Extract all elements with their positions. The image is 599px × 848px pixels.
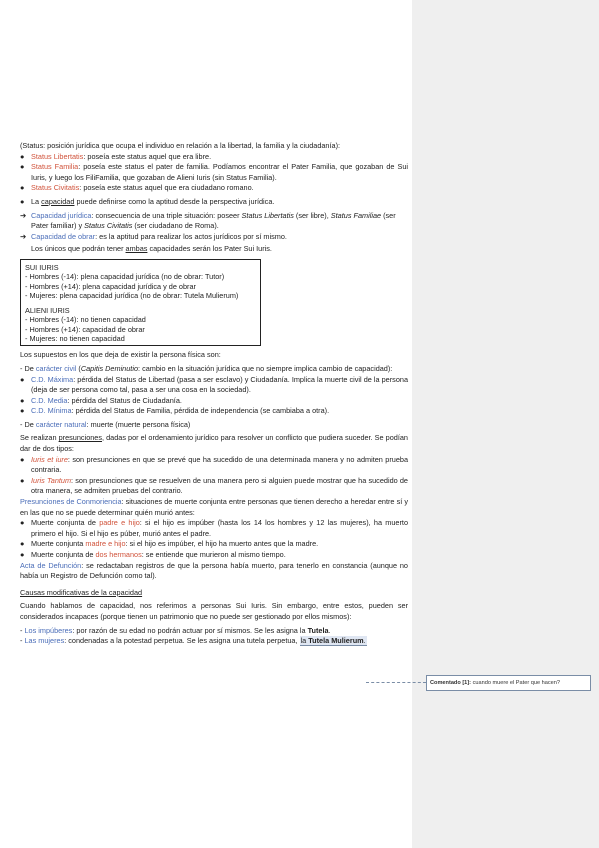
arrow-right-icon: ➔: [20, 231, 27, 241]
capacity-table-box: SUI IURIS - Hombres (-14): plena capacidad jurídica (no de obrar: Tutor) - Hombres (+14): plena capacidad jurídica y de obrar - Mujeres: plena capacidad jurídica (no de obrar: Tutela Mulierum) ALIENI IURIS - Hombres (-14): no tienen capacidad - Hombres (+14): capacidad de obrar - Mujeres: no tienen capacidad: [20, 259, 261, 346]
bullet-icon: ●: [20, 395, 25, 405]
comment-balloon[interactable]: [426, 675, 591, 691]
list-item: ● Muerte conjunta madre e hijo: si el hijo es impúber, el hijo ha muerto antes que la madre.: [20, 539, 319, 549]
natural-paragraph: - De carácter natural: muerte (muerte persona física): [20, 419, 191, 429]
list-item: ● Muerte conjunta de dos hermanos: se entiende que murieron al mismo tiempo.: [20, 550, 286, 559]
section-heading: Causas modificativas de la capacidad: [20, 587, 143, 597]
list-item: ● Muerte conjunta de padre e hijo: si el hijo es impúber (hasta los 14 los hombres y 12 las mujeres), ha muerto primero el hijo. Si el hijo es púber, murió antes el padre.: [20, 518, 408, 538]
list-item: ● Status Libertatis: poseía este status aquel que era libre.: [20, 151, 212, 161]
comment-text: cuando muere el Pater que hacen?: [471, 680, 560, 686]
bullet-icon: ●: [20, 162, 25, 172]
list-item: ● Status Civitatis: poseía este status aquel que era ciudadano romano.: [20, 183, 254, 193]
status-label: Status Libertatis: [31, 151, 84, 161]
comment-connector: [366, 682, 426, 683]
list-item: ● C.D. Media: pérdida del Status de Ciudadanía.: [20, 395, 182, 405]
list-item: ● C.D. Máxima: pérdida del Status de Libertad (pasa a ser esclavo) y Ciudadanía. Implica la muerte civil de la persona (deja de ser persona como tal, pasa a ser una cosa en la sociedad).: [20, 374, 408, 395]
link-label: Capacidad de obrar: [31, 231, 96, 241]
presunciones-paragraph: Se realizan presunciones, dadas por el ordenamiento jurídico para resolver un conflicto que pudiera suceder. Se podían dar de dos tipos:: [20, 433, 408, 454]
arrow-item: ➔ Capacidad de obrar: es la aptitud para realizar los actos jurídicos por sí mismo.: [20, 231, 287, 241]
comment-label: Comentado [1]:: [430, 680, 472, 686]
bullet-icon: ●: [20, 475, 25, 485]
civil-paragraph: - De carácter civil (Capitis Deminutio: cambio en la situación jurídica que no siempre implica cambio de capacidad):: [20, 363, 393, 373]
bullet-icon: ●: [20, 518, 25, 528]
bullet-icon: ●: [20, 374, 25, 384]
comment-pane: [412, 0, 599, 848]
supuestos-text: Los supuestos en los que deja de existir la persona física son:: [20, 350, 221, 360]
bullet-icon: ●: [20, 539, 25, 549]
bullet-icon: ●: [20, 151, 25, 161]
mujeres-paragraph: - Las mujeres: condenadas a la potestad perpetua. Se les asigna una tutela perpetua, la Tutela Mulierum.: [20, 636, 366, 646]
bullet-icon: ●: [20, 406, 25, 416]
bullet-icon: ●: [20, 196, 25, 206]
list-item: ● Iuris Tantum: son presunciones que se resuelven de una manera pero si alguien puede mostrar que ha sucedido de otra manera, se admiten pruebas del contrario.: [20, 475, 408, 496]
impuberes-paragraph: - Los impúberes: por razón de su edad no podrán actuar por sí mismos. Se les asigna la Tutela.: [20, 625, 331, 635]
arrow-item: ➔ Capacidad jurídica: consecuencia de una triple situación: poseer Status Libertatis (ser libre), Status Familiae (ser Pater familiar) y Status Civitatis (ser ciudadano de Roma).: [20, 210, 396, 231]
commented-text-highlight[interactable]: la Tutela Mulierum.: [300, 636, 366, 646]
document-body: [20, 141, 408, 647]
status-label: Status Civitatis: [31, 183, 80, 193]
list-item: ● La capacidad puede definirse como la aptitud desde la perspectiva jurídica.: [20, 196, 275, 206]
acta-paragraph: Acta de Defunción: se redactaban registros de que la persona había muerto, para tenerlo en constancia (aunque no había un Registro de Defunción como tal).: [20, 560, 408, 581]
link-label: Capacidad jurídica: [31, 210, 92, 220]
alieni-iuris-title: ALIENI IURIS: [25, 306, 70, 316]
arrow-right-icon: ➔: [20, 210, 27, 220]
bullet-icon: ●: [20, 183, 25, 193]
bullet-icon: ●: [20, 454, 25, 464]
list-item: ● Iuris et iure: son presunciones en que se prevé que ha sucedido de una determinada manera y no admiten prueba contraria.: [20, 454, 409, 475]
list-item: ● C.D. Mínima: pérdida del Status de Familia, pérdida de independencia (se cambiaba a otra).: [20, 406, 330, 416]
list-item: ● Status Familia: poseía este status el pater de familia. Podíamos encontrar el Pater Familia, que gozaban de Sui Iuris, y luego los FiliFamilia, que gozaban de Alieni Iuris (sin Status Familia).: [20, 162, 408, 182]
sui-iuris-title: SUI IURIS: [25, 262, 59, 272]
conmoriencia-paragraph: Presunciones de Conmoriencia: situaciones de muerte conjunta entre personas que tienen derecho a heredar entre sí y en las que no se puede determinar quién murió antes:: [20, 497, 408, 517]
link-label: carácter civil: [35, 363, 77, 373]
causas-paragraph: Cuando hablamos de capacidad, nos referimos a personas Sui Iuris. Sin embargo, entre estos, pueden ser considerados incapaces (porque tienen un patrimonio que no puede ser gestionado por ellos mismos):: [20, 601, 408, 621]
unicos-text: Los únicos que podrán tener ambas capacidades serán los Pater Sui Iuris.: [31, 244, 272, 254]
bullet-icon: ●: [20, 550, 25, 559]
status-label: Status Familia: [31, 162, 79, 172]
status-intro: (Status: posición jurídica que ocupa el individuo en relación a la libertad, la familia y la ciudadanía):: [20, 141, 341, 150]
